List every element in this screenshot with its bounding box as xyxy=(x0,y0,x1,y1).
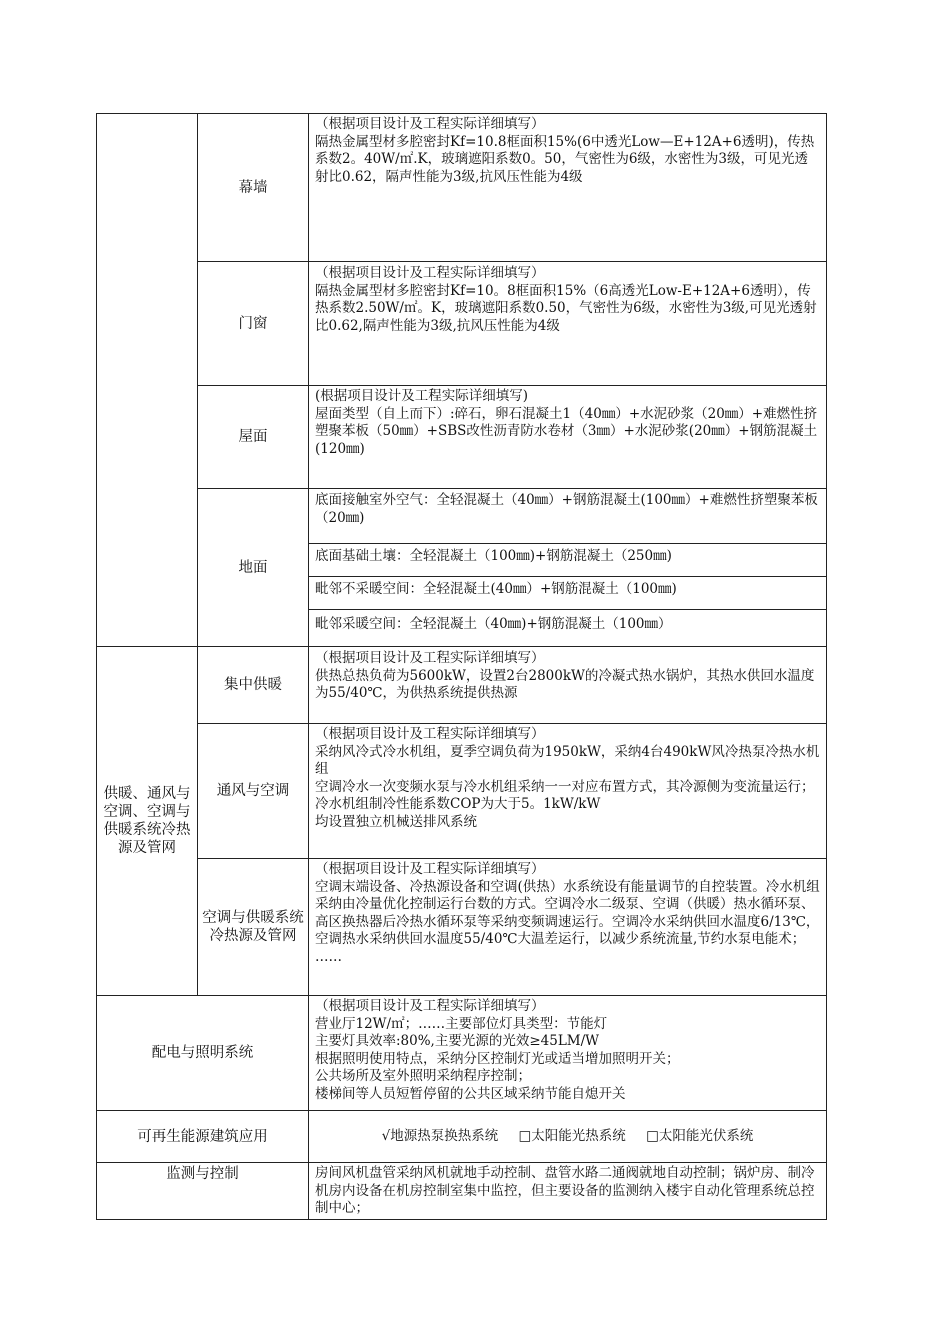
ground-item-soil: 底面基础土壤：全轻混凝土（100㎜)+钢筋混凝土（250㎜) xyxy=(309,544,826,577)
roof-spec: 屋面类型（自上而下）:碎石，卵石混凝土1（40㎜）+水泥砂浆（20㎜）+难燃性挤塑聚苯板（50㎜）+SBS改性沥青防水卷材（3㎜）+水泥砂浆(20㎜）+钢筋混凝土(120㎜) xyxy=(315,405,818,457)
doors-windows-content xyxy=(309,262,827,386)
ventilation-spec-1: 采纳风冷式冷水机组，夏季空调负荷为1950kW，采纳4台490kW风冷热泵冷热水机组 xyxy=(315,743,820,777)
ground-label: 地面 xyxy=(198,489,309,647)
lighting-spec-4: 公共场所及室外照明采纳程序控制； xyxy=(315,1068,531,1084)
renewable-label: 可再生能源建筑应用 xyxy=(97,1111,309,1163)
central-heating-spec: 供热总热负荷为5600kW，设置2台2800kW的冷凝式热水锅炉，其热水供回水温度为55/40℃，为供热系统提供热源 xyxy=(315,667,815,701)
renewable-option-solar-pv[interactable]: □太阳能光伏系统 xyxy=(646,1127,754,1144)
doors-windows-label: 门窗 xyxy=(198,262,309,386)
curtain-wall-content xyxy=(309,114,827,262)
plant-spec: 空调末端设备、冷热源设备和空调(供热）水系统设有能量调节的自控装置。冷水机组采纳由冷量优化控制运行台数的方式。空调冷水二级泵、空调（供暖）热水循环泵、高区换热器后冷热水循环泵等采纳变频调速运行。空调冷水采纳供回水温度6/13℃，空调热水采纳供回水温度55/40℃大温差运行，以减少系统流量,节约水泵电能术； xyxy=(315,878,820,947)
curtain-wall-label: 幕墙 xyxy=(198,114,309,262)
ventilation-content xyxy=(309,724,827,859)
lighting-spec-5: 楼梯间等人员短暂停留的公共区域采纳节能自熄开关 xyxy=(315,1085,626,1102)
curtain-wall-spec: 隔热金属型材多腔密封Kf=10.8框面积15%(6中透光Low—E+12A+6透明)，传热系数2。40W/㎡.K，玻璃遮阳系数0。50，气密性为6级，水密性为3级，可见光透射比0.62，隔声性能为3级,抗风压性能为4级 xyxy=(315,133,815,185)
central-heating-note: （根据项目设计及工程实际详细填写） xyxy=(315,650,545,666)
ventilation-spec-2: 空调冷水一次变频水泵与冷水机组采纳一一对应布置方式，其冷源侧为变流量运行；冷水机组制冷性能系数COP为大于5。1kW/kW xyxy=(315,778,815,812)
hvac-group-label: 供暖、通风与空调、空调与供暖系统冷热源及管网 xyxy=(97,647,198,996)
ground-item-unheated: 毗邻不采暖空间：全轻混凝土(40㎜）+钢筋混凝土（100㎜) xyxy=(309,577,826,610)
roof-note: (根据项目设计及工程实际详细填写) xyxy=(315,388,529,404)
doors-windows-note: （根据项目设计及工程实际详细填写） xyxy=(315,265,545,281)
ground-content xyxy=(309,489,827,647)
lighting-spec-2: 主要灯具效率:80%,主要光源的光效≥45LM/W xyxy=(315,1033,600,1049)
plant-content xyxy=(309,859,827,996)
central-heating-content xyxy=(309,647,827,724)
lighting-note: （根据项目设计及工程实际详细填写） xyxy=(315,998,545,1014)
renewable-option-geothermal[interactable]: √地源热泵换热系统 xyxy=(381,1127,499,1144)
ground-item-heated: 毗邻采暖空间：全轻混凝土（40㎜)+钢筋混凝土（100㎜） xyxy=(315,616,672,632)
plant-ellipsis: …… xyxy=(315,948,342,965)
monitoring-content xyxy=(309,1163,827,1220)
plant-label: 空调与供暖系统冷热源及管网 xyxy=(198,859,309,996)
monitoring-label: 监测与控制 xyxy=(97,1163,309,1220)
plant-note: （根据项目设计及工程实际详细填写） xyxy=(315,861,545,877)
renewable-option-solar-thermal[interactable]: □太阳能光热系统 xyxy=(518,1127,626,1144)
curtain-wall-note: （根据项目设计及工程实际详细填写） xyxy=(315,116,545,132)
lighting-content xyxy=(309,996,827,1111)
lighting-label: 配电与照明系统 xyxy=(97,996,309,1111)
renewable-options xyxy=(309,1111,827,1163)
central-heating-label: 集中供暖 xyxy=(198,647,309,724)
roof-label: 屋面 xyxy=(198,386,309,489)
ventilation-spec-3: 均设置独立机械送排风系统 xyxy=(315,813,477,830)
ground-item-air: 底面接触室外空气：全轻混凝土（40㎜）+钢筋混凝土(100㎜）+难燃性挤塑聚苯板（20㎜) xyxy=(309,489,826,544)
ventilation-label: 通风与空调 xyxy=(198,724,309,859)
ventilation-note: （根据项目设计及工程实际详细填写） xyxy=(315,726,545,742)
roof-content xyxy=(309,386,827,489)
lighting-spec-3: 根据照明使用特点，采纳分区控制灯光或适当增加照明开关； xyxy=(315,1050,680,1067)
envelope-group-cell xyxy=(97,114,198,647)
lighting-spec-1: 营业厅12W/㎡；……主要部位灯具类型：节能灯 xyxy=(315,1015,608,1032)
doors-windows-spec: 隔热金属型材多腔密封Kf=10。8框面积15%（6高透光Low-E+12A+6透明），传热系数2.50W/㎡。K，玻璃遮阳系数0.50，气密性为6级，水密性为3级,可见光透射比0.62,隔声性能为3级,抗风压性能为4级 xyxy=(315,282,817,334)
monitoring-spec: 房间风机盘管采纳风机就地手动控制、盘管水路二通阀就地自动控制；锅炉房、制冷机房内设备在机房控制室集中监控，但主要设备的监测纳入楼宇自动化管理系统总控制中心； xyxy=(315,1165,815,1216)
building-energy-table xyxy=(96,113,827,1220)
